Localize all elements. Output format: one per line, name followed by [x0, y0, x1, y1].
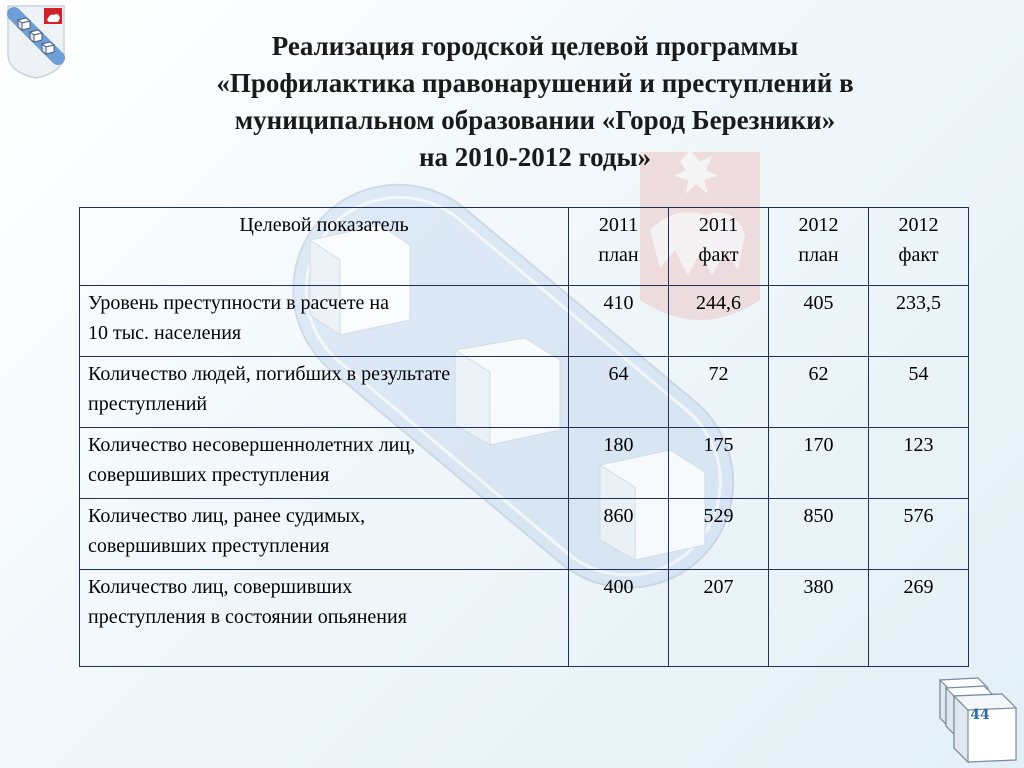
- cell-value: 410: [569, 286, 669, 357]
- cell-value: 64: [569, 357, 669, 428]
- header-kind: факт: [698, 244, 739, 266]
- row-label-line: совершивших преступления: [88, 535, 330, 557]
- cell-value: 170: [769, 428, 869, 499]
- row-label-line: преступлений: [88, 393, 208, 415]
- header-label: Целевой показатель: [239, 214, 409, 236]
- header-indicator: [80, 208, 569, 286]
- header-2011-fact: [669, 208, 769, 286]
- row-label-line: 10 тыс. населения: [88, 322, 242, 344]
- header-2012-fact: [869, 208, 969, 286]
- header-kind: план: [598, 244, 639, 266]
- row-label-line: Количество людей, погибших в результате: [88, 363, 451, 385]
- title-line: «Профилактика правонарушений и преступлений в: [216, 68, 854, 98]
- indicators-table: [79, 207, 969, 667]
- header-2012-plan: [769, 208, 869, 286]
- row-label-line: Количество лиц, совершивших: [88, 576, 353, 598]
- row-label-line: Количество лиц, ранее судимых,: [88, 505, 366, 527]
- header-2011-plan: [569, 208, 669, 286]
- cell-value: 860: [569, 499, 669, 570]
- row-label-line: преступления в состоянии опьянения: [88, 606, 407, 628]
- cell-value: 529: [669, 499, 769, 570]
- row-label: [80, 428, 569, 499]
- cell-value: 72: [669, 357, 769, 428]
- cell-value: 207: [669, 570, 769, 667]
- header-year: 2011: [598, 214, 639, 236]
- header-kind: план: [798, 244, 839, 266]
- title-line: муниципальном образовании «Город Березники»: [234, 105, 836, 135]
- cell-value: 175: [669, 428, 769, 499]
- table-row: [80, 286, 969, 357]
- row-label: [80, 286, 569, 357]
- cell-value: 244,6: [669, 286, 769, 357]
- table-row: [80, 570, 969, 667]
- table-row: [80, 428, 969, 499]
- row-label-line: Количество несовершеннолетних лиц,: [88, 434, 416, 456]
- cell-value: 62: [769, 357, 869, 428]
- table-row: [80, 357, 969, 428]
- coat-of-arms-icon: [4, 2, 68, 80]
- header-year: 2011: [698, 214, 739, 236]
- cell-value: 269: [869, 570, 969, 667]
- header-year: 2012: [898, 214, 939, 236]
- row-label: [80, 357, 569, 428]
- cell-value: 54: [869, 357, 969, 428]
- header-kind: факт: [898, 244, 939, 266]
- cell-value: 400: [569, 570, 669, 667]
- title-line: на 2010-2012 годы»: [418, 142, 652, 172]
- row-label: [80, 499, 569, 570]
- cell-value: 123: [869, 428, 969, 499]
- title-line: Реализация городской целевой программы: [271, 31, 799, 61]
- page-number: 44: [970, 707, 990, 723]
- table-row: [80, 499, 969, 570]
- cell-value: 850: [769, 499, 869, 570]
- cell-value: 405: [769, 286, 869, 357]
- cell-value: 180: [569, 428, 669, 499]
- cell-value: 233,5: [869, 286, 969, 357]
- slide-title: [120, 28, 950, 176]
- row-label-line: совершивших преступления: [88, 464, 330, 486]
- cell-value: 576: [869, 499, 969, 570]
- row-label: [80, 570, 569, 667]
- row-label-line: Уровень преступности в расчете на: [88, 292, 390, 314]
- table-header-row: [80, 208, 969, 286]
- cell-value: 380: [769, 570, 869, 667]
- header-year: 2012: [798, 214, 839, 236]
